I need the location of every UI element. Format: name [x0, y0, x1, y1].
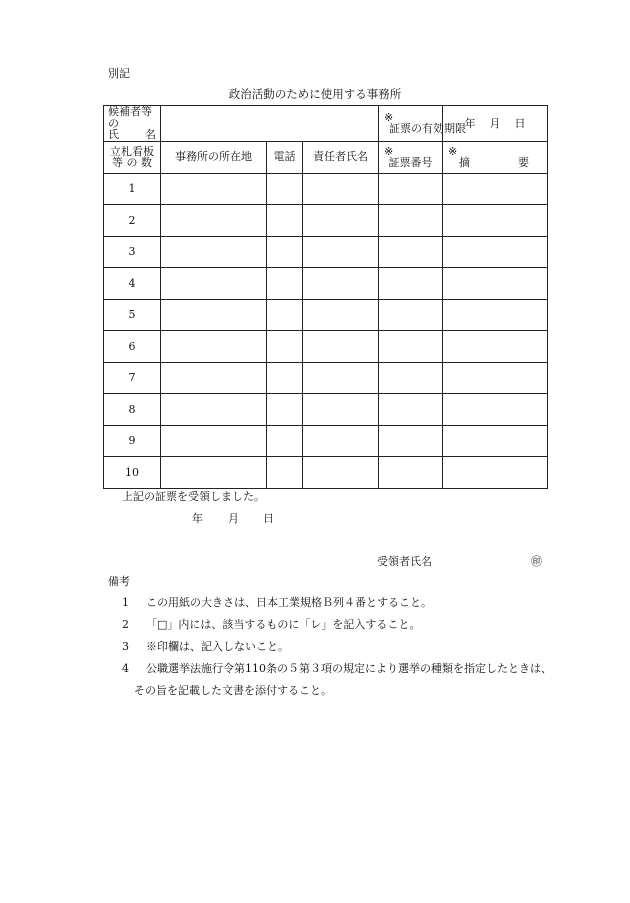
remarks-header-mark: ※ — [448, 144, 458, 158]
office-location-cell[interactable] — [161, 173, 267, 205]
remark-number: 1 — [122, 596, 129, 609]
remark-text: 「□」内には、該当するものに「レ」を記入すること。 — [146, 618, 421, 631]
office-form-table — [103, 105, 548, 489]
office-location-cell[interactable] — [161, 394, 267, 426]
remarks-cell[interactable] — [443, 362, 548, 394]
candidate-label-cell — [104, 106, 161, 142]
office-location-cell[interactable] — [161, 331, 267, 363]
table-row — [104, 236, 548, 268]
cert-number-cell[interactable] — [379, 394, 443, 426]
row-number-cell: 10 — [104, 457, 161, 489]
cert-number-mark: ※ — [384, 144, 394, 158]
recipient-name-label: 受領者氏名 — [377, 555, 432, 568]
table-row — [104, 425, 548, 457]
candidate-row — [104, 106, 548, 142]
row-number-cell: 4 — [104, 268, 161, 300]
remark-number: 2 — [122, 618, 129, 631]
responsible-person-cell[interactable] — [303, 331, 379, 363]
responsible-person-cell[interactable] — [303, 268, 379, 300]
receipt-statement: 上記の証票を受領しました。 — [122, 490, 265, 503]
office-location-cell[interactable] — [161, 362, 267, 394]
office-location-cell[interactable] — [161, 425, 267, 457]
remarks-header — [443, 141, 548, 173]
phone-cell[interactable] — [267, 331, 303, 363]
responsible-person-cell[interactable] — [303, 173, 379, 205]
table-row — [104, 173, 548, 205]
remarks-cell[interactable] — [443, 173, 548, 205]
phone-header: 電話 — [267, 141, 303, 173]
table-row — [104, 205, 548, 237]
remarks-cell[interactable] — [443, 394, 548, 426]
responsible-person-cell[interactable] — [303, 205, 379, 237]
phone-cell[interactable] — [267, 268, 303, 300]
count-header-line1: 立札看板 — [110, 144, 154, 158]
cert-number-cell[interactable] — [379, 425, 443, 457]
remark-text: この用紙の大きさは、日本工業規格Ｂ列４番とすること。 — [146, 596, 432, 609]
row-number-cell: 5 — [104, 299, 161, 331]
responsible-person-cell[interactable] — [303, 236, 379, 268]
office-location-cell[interactable] — [161, 236, 267, 268]
cert-number-cell[interactable] — [379, 173, 443, 205]
remarks-cell[interactable] — [443, 331, 548, 363]
cert-number-header — [379, 141, 443, 173]
phone-cell[interactable] — [267, 362, 303, 394]
responsible-person-cell[interactable] — [303, 457, 379, 489]
receipt-day: 日 — [263, 512, 274, 525]
cert-number-cell[interactable] — [379, 268, 443, 300]
remark-text: ※印欄は、記入しないこと。 — [146, 640, 289, 653]
cert-number-cell[interactable] — [379, 362, 443, 394]
phone-cell[interactable] — [267, 457, 303, 489]
candidate-label-line1: 候補者等の — [108, 105, 152, 130]
phone-cell[interactable] — [267, 236, 303, 268]
table-row — [104, 268, 548, 300]
responsible-person-cell[interactable] — [303, 299, 379, 331]
cert-number-cell[interactable] — [379, 236, 443, 268]
row-number-cell: 2 — [104, 205, 161, 237]
office-location-cell[interactable] — [161, 268, 267, 300]
responsible-person-header: 責任者氏名 — [303, 141, 379, 173]
cert-number-label: 証票番号 — [388, 156, 433, 170]
remarks-cell[interactable] — [443, 268, 548, 300]
cert-number-cell[interactable] — [379, 457, 443, 489]
row-number-cell: 8 — [104, 394, 161, 426]
row-number-cell: 6 — [104, 331, 161, 363]
table-row — [104, 331, 548, 363]
count-header-line2: 等 の 数 — [112, 156, 152, 170]
office-location-cell[interactable] — [161, 457, 267, 489]
candidate-name-field[interactable] — [161, 106, 379, 142]
remarks-cell[interactable] — [443, 457, 548, 489]
validity-mark: ※ — [384, 110, 394, 124]
row-number-cell: 9 — [104, 425, 161, 457]
header-row — [104, 141, 548, 173]
cert-number-cell[interactable] — [379, 331, 443, 363]
responsible-person-cell[interactable] — [303, 362, 379, 394]
count-header — [104, 141, 161, 173]
phone-cell[interactable] — [267, 394, 303, 426]
form-title: 政治活動のために使用する事務所 — [228, 87, 402, 101]
phone-cell[interactable] — [267, 173, 303, 205]
candidate-label-mei: 名 — [145, 128, 156, 142]
phone-cell[interactable] — [267, 425, 303, 457]
cert-number-cell[interactable] — [379, 299, 443, 331]
remarks-cell[interactable] — [443, 236, 548, 268]
row-number-cell: 7 — [104, 362, 161, 394]
table-row — [104, 457, 548, 489]
office-location-cell[interactable] — [161, 299, 267, 331]
table-row — [104, 299, 548, 331]
office-location-header: 事務所の所在地 — [161, 141, 267, 173]
remarks-header-a: 摘 — [459, 156, 471, 170]
validity-label: 証票の有効期限 — [389, 122, 467, 136]
document-label: 別記 — [108, 67, 130, 80]
remarks-header-b: 要 — [518, 156, 530, 170]
remark-number: 4 — [122, 662, 129, 675]
row-number-cell: 1 — [104, 173, 161, 205]
office-location-cell[interactable] — [161, 205, 267, 237]
date-year-label: 年 — [464, 116, 476, 130]
seal-mark: ㊞ — [531, 555, 542, 568]
remarks-heading: 備考 — [108, 575, 130, 588]
candidate-label-shi: 氏 — [108, 128, 119, 142]
responsible-person-cell[interactable] — [303, 425, 379, 457]
phone-cell[interactable] — [267, 299, 303, 331]
table-row — [104, 362, 548, 394]
validity-label-cell — [379, 106, 467, 142]
remarks-cell[interactable] — [443, 299, 548, 331]
cert-number-cell[interactable] — [379, 205, 443, 237]
remark-4-continuation: その旨を記載した文書を添付すること。 — [134, 684, 332, 697]
receipt-month: 月 — [228, 512, 239, 525]
date-day-label: 日 — [514, 116, 526, 130]
responsible-person-cell[interactable] — [303, 394, 379, 426]
remarks-cell[interactable] — [443, 425, 548, 457]
table-row — [104, 394, 548, 426]
remark-text: 公職選挙法施行令第110条の５第３項の規定により選挙の種類を指定したときは、 — [146, 662, 552, 675]
receipt-year: 年 — [192, 512, 203, 525]
remarks-cell[interactable] — [443, 205, 548, 237]
phone-cell[interactable] — [267, 205, 303, 237]
row-number-cell: 3 — [104, 236, 161, 268]
remark-number: 3 — [122, 640, 129, 653]
date-month-label: 月 — [489, 116, 501, 130]
